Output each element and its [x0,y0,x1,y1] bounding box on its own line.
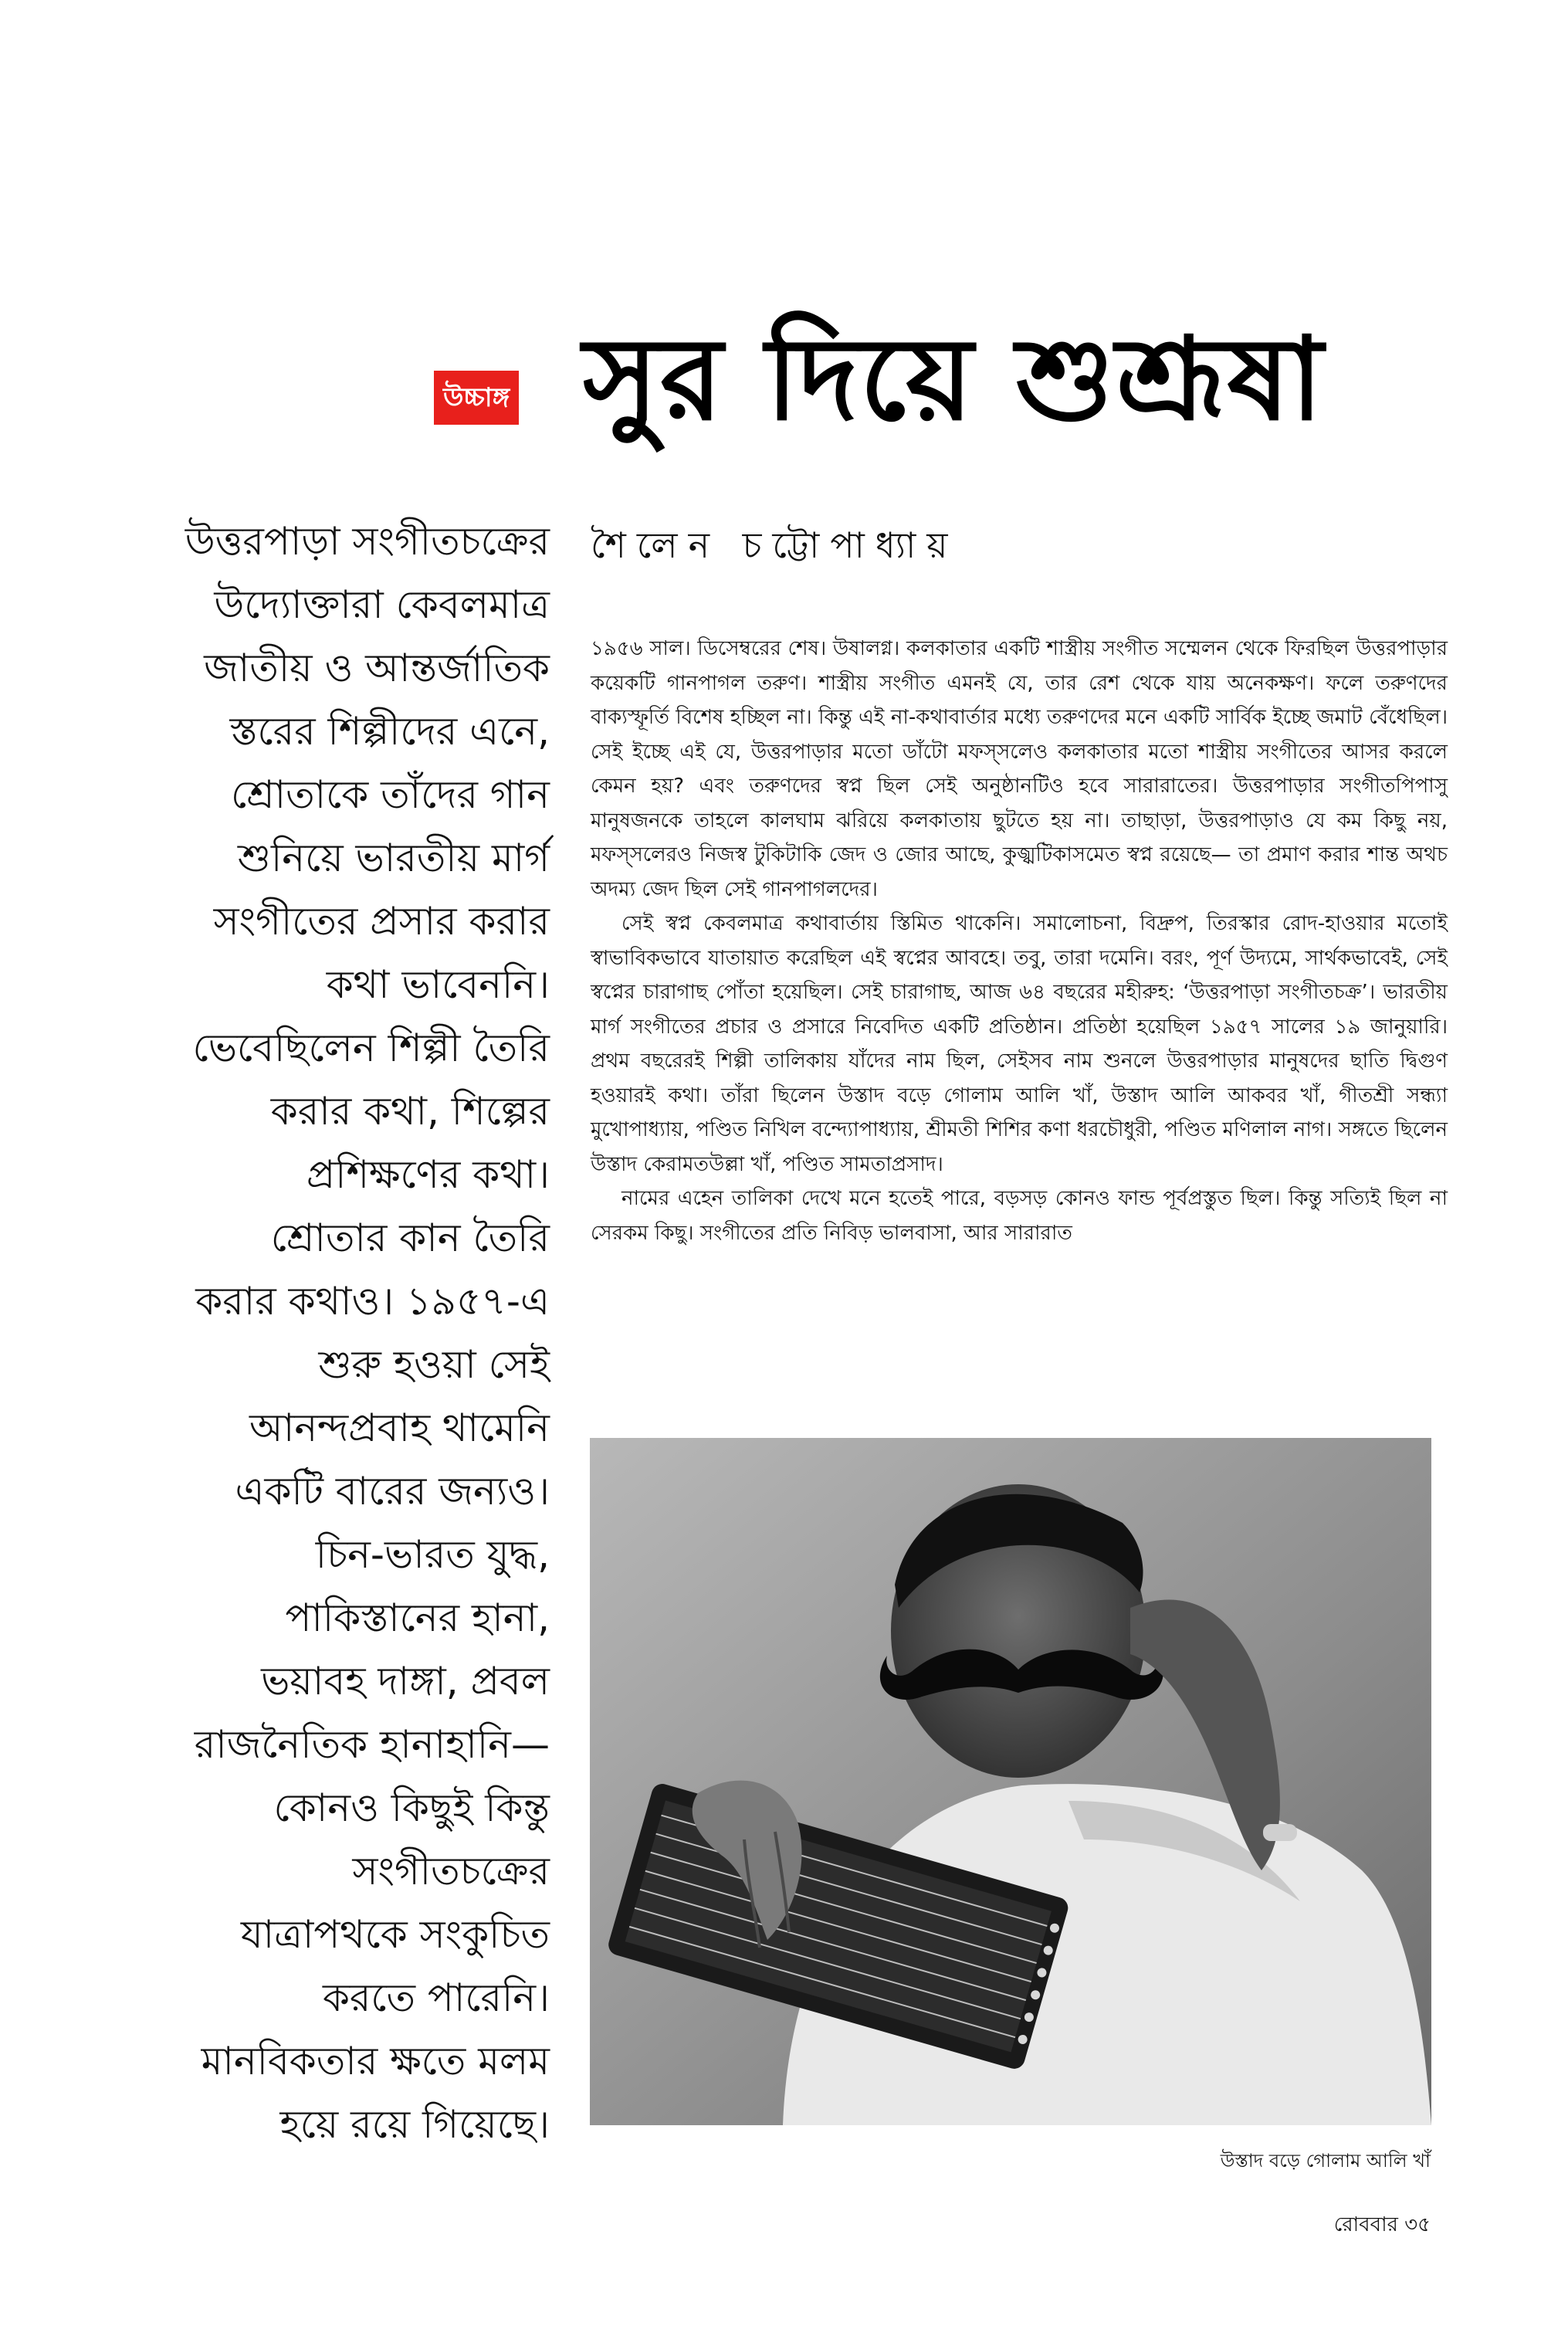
pull-quote-line: কোনও কিছুই কিন্তু [273,1785,550,1830]
pull-quote-line: কথা ভাবেননি। [326,962,550,1007]
portrait-photo [590,1438,1431,2125]
byline: শৈলেন চট্টোপাধ্যায় [591,524,959,566]
pull-quote-line: করার কথা, শিল্পের [270,1089,550,1134]
pull-quote-line: আনন্দপ্রবাহ থামেনি [249,1405,550,1450]
pull-quote-line: চিন-ভারত যুদ্ধ, [315,1532,550,1577]
pull-quote-line: স্তরের শিল্পীদের এনে, [229,709,550,754]
pull-quote-line: শুনিয়ে ভারতীয় মার্গ [237,836,550,880]
page-folio: রোববার ৩৫ [1333,2213,1431,2236]
pull-quote-line: উত্তরপাড়া সংগীতচক্রের [185,519,550,564]
pull-quote-line: রাজনৈতিক হানাহানি— [194,1722,550,1767]
headline: সুর দিয়ে শুশ্রূষা [583,313,1325,446]
pull-quote-line: একটি বারের জন্যও। [235,1469,550,1514]
pull-quote-line: প্রশিক্ষণের কথা। [306,1152,550,1197]
article-paragraph: ১৯৫৬ সাল। ডিসেম্বরের শেষ। উষালগ্ন। কলকাতার একটি শাস্ত্রীয় সংগীত সম্মেলন থেকে ফিরছিল উত্তরপাড়ার কয়েকটি গানপাগল তরুণ। শাস্ত্রীয় সংগীত এমনই যে, তার রেশ থেকে যায় অনেকক্ষণ। ফলে তরুণদের বাক্যস্ফূর্তি বিশেষ হচ্ছিল না। কিন্তু এই না-কথাবার্তার মধ্যে তরুণদের মনে একটি সার্বিক ইচ্ছে জমাট বেঁধেছিল। সেই ইচ্ছে এই যে, উত্তরপাড়ার মতো ডাঁটো মফস্সলেও কলকাতার মতো শাস্ত্রীয় সংগীতের আসর করলে কেমন হয়? এবং তরুণদের স্বপ্ন ছিল সেই অনুষ্ঠানটিও হবে সারারাতের। উত্তরপাড়ার সংগীতপিপাসু মানুষজনকে তাহলে কালঘাম ঝরিয়ে কলকাতায় ছুটতে হয় না। তাছাড়া, উত্তরপাড়াও যে কম কিছু নয়, মফস্সলেরও নিজস্ব টুকিটাকি জেদ ও জোর আছে, কুজ্ঝটিকাসমেত স্বপ্ন রয়েছে— তা প্রমাণ করার শান্ত অথচ অদম্য জেদ ছিল সেই গানপাগলদের। [591,637,1448,901]
article-paragraph: সেই স্বপ্ন কেবলমাত্র কথাবার্তায় স্তিমিত থাকেনি। সমালোচনা, বিদ্রুপ, তিরস্কার রোদ-হাওয়ার মতোই স্বাভাবিকভাবে যাতায়াত করেছিল এই স্বপ্নের আবহে। তবু, তারা দমেনি। বরং, পূর্ণ উদ্যমে, সার্থকভাবেই, সেই স্বপ্নের চারাগাছ পোঁতা হয়েছিল। সেই চারাগাছ, আজ ৬৪ বছরের মহীরুহ: ‘উত্তরপাড়া সংগীতচক্র’। ভারতীয় মার্গ সংগীতের প্রচার ও প্রসারে নিবেদিত একটি প্রতিষ্ঠান। প্রতিষ্ঠা হয়েছিল ১৯৫৭ সালের ১৯ জানুয়ারি। প্রথম বছরেরই শিল্পী তালিকায় যাঁদের নাম ছিল, সেইসব নাম শুনলে উত্তরপাড়ার মানুষদের ছাতি দ্বিগুণ হওয়ারই কথা। তাঁরা ছিলেন উস্তাদ বড়ে গোলাম আলি খাঁ, উস্তাদ আলি আকবর খাঁ, গীতশ্রী সন্ধ্যা মুখোপাধ্যায়, পণ্ডিত নিখিল বন্দ্যোপাধ্যায়, শ্রীমতী শিশির কণা ধরচৌধুরী, পণ্ডিত মণিলাল নাগ। সঙ্গতে ছিলেন উস্তাদ কেরামতউল্লা খাঁ, পণ্ডিত সামতাপ্রসাদ। [591,912,1448,1176]
section-badge: উচ্চাঙ্গ [434,371,519,425]
pull-quote-line: শ্রোতাকে তাঁদের গান [231,772,550,817]
pull-quote-line: মানবিকতার ক্ষতে মলম [201,2039,550,2084]
pull-quote-line: ভেবেছিলেন শিল্পী তৈরি [192,1026,550,1070]
pull-quote-line: শ্রোতার কান তৈরি [270,1216,550,1260]
pull-quote-line: জাতীয় ও আন্তর্জাতিক [204,646,550,690]
pull-quote-line: উদ্যোক্তারা কেবলমাত্র [214,582,550,627]
pull-quote-line: হয়ে রয়ে গিয়েছে। [279,2102,550,2147]
pull-quote-line: শুরু হওয়া সেই [318,1342,550,1387]
pull-quote-line: করার কথাও। ১৯৫৭-এ [195,1279,550,1324]
photo-caption: উস্তাদ বড়ে গোলাম আলি খাঁ [1220,2150,1431,2172]
pull-quote-line: যাত্রাপথকে সংকুচিত [240,1912,550,1957]
portrait-illustration [590,1438,1431,2125]
pull-quote-line: ভয়াবহ দাঙ্গা, প্রবল [261,1659,550,1704]
pull-quote-line: সংগীতচক্রের [352,1849,550,1894]
article-paragraph: নামের এহেন তালিকা দেখে মনে হতেই পারে, বড়সড় কোনও ফান্ড পূর্বপ্রস্তুত ছিল। কিন্তু সত্যিই ছিল না সেরকম কিছু। সংগীতের প্রতি নিবিড় ভালবাসা, আর সারারাত [591,1187,1448,1245]
pull-quote-line: পাকিস্তানের হানা, [285,1595,550,1640]
pull-quote-line: সংগীতের প্রসার করার [213,899,550,944]
article-body [591,632,1448,1250]
pull-quote [77,510,550,2156]
pull-quote-line: করতে পারেনি। [322,1975,550,2020]
